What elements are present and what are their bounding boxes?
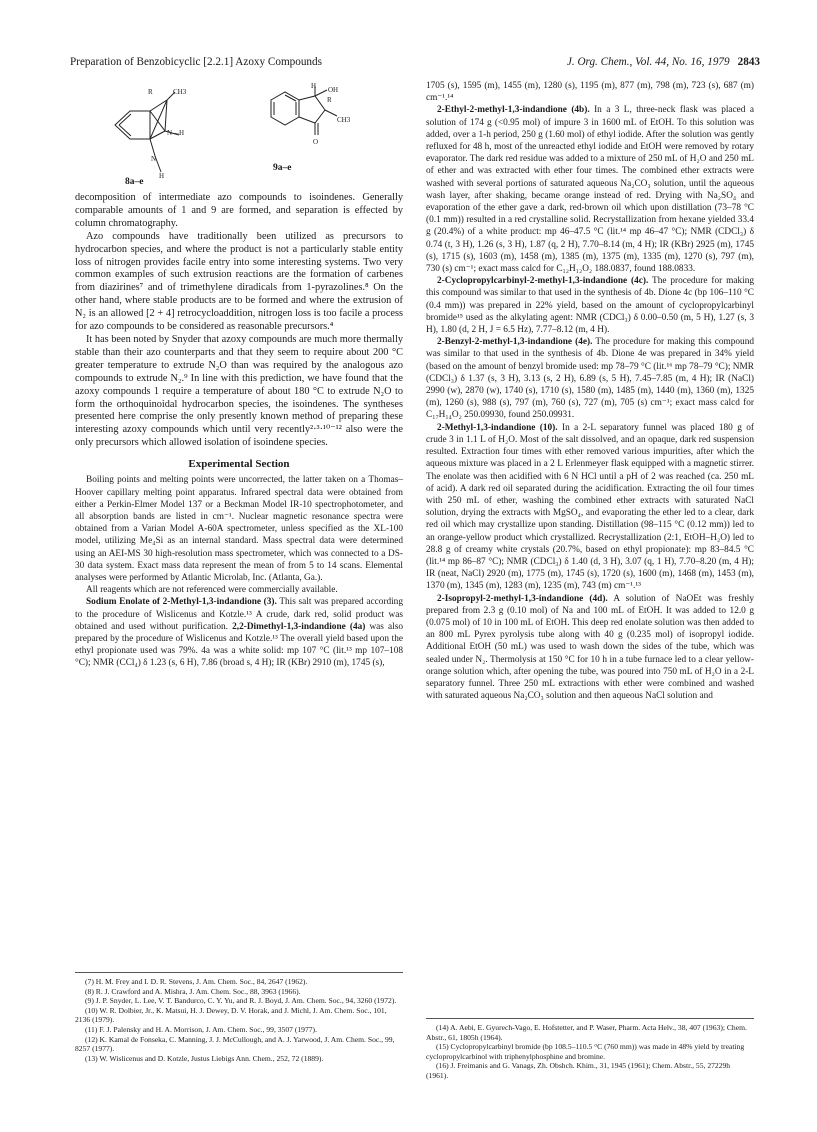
compound-heading: 2-Isopropyl-2-methyl-1,3-indandione (4d). <box>437 593 608 604</box>
right-column <box>426 80 754 702</box>
procedure-paragraph <box>426 336 754 421</box>
footnote: (12) K. Kamal de Fonseka, C. Manning, J. J. McCullough, and A. J. Yarwood, J. Am. Chem. Soc., 99, 8257 (1977). <box>75 1034 395 1054</box>
compound-heading: 2,2-Dimethyl-1,3-indandione (4a) <box>232 621 366 632</box>
footnote: (7) H. M. Frey and I. D. R. Stevens, J. Am. Chem. Soc., 84, 2647 (1962). <box>85 977 308 986</box>
section-heading: Experimental Section <box>188 458 290 471</box>
compound-heading: 2-Methyl-1,3-indandione (10). <box>437 422 558 433</box>
paragraph-text: In a 3 L, three-neck flask was placed a solution of 174 g (<0.95 mol) of impure 3 in 1600 mL of EtOH. To this solution was added, over a 1-h period, 250 g (1.60 mol) of ethyl iodide. After the solution was gently refluxed for 48 h, most of the unreacted ethyl iodide and EtOH were removed by rotary evaporator. The dark red residue was added to a mixture of 250 mL of H₂O and 250 mL of ether and was extracted with ether four times. The combined ether extracts were washed with several portions of saturated aqueous Na₂CO₃ solution, until the aqueous wash layer, after shaking, became orange instead of red. Drying with Na₂SO₄ and evaporation of the ether gave a dark, red-brown oil which upon distillation (73–78 °C (0.1 mm)) resulted in a red crystalline solid. Recrystallization from hexane yielded 33.4 g (20.4%) of a white product: mp 46–47.5 °C (lit.¹⁴ mp 46–47 °C); NMR (CDCl₃) δ 0.74 (t, 3 H), 1.26 (s, 3 H), 1.87 (q, 2 H), 7.70–8.14 (m, 4 H); IR (KBr) 2925 (m), 1745 (s), 1715 (s), 1603 (m), 1458 (m), 1385 (m), 1375 (m), 1335 (m), 1270 (s), 797 (m), 730 (s) cm⁻¹; exact mass calcd for C₁₂H₁₂O₂ 188.0837, found 188.0833. <box>426 105 754 275</box>
left-column <box>75 80 403 670</box>
paragraph: All reagents which are not referenced were commercially available. <box>86 585 338 596</box>
paragraph-text: was also prepared by the procedure of Wislicenus and Kotzle.¹³ The overall yield based upon the ethyl propionate used was 79%. 4a was a white solid: mp 107 °C (lit.¹³ mp 107–108 °C); NMR (CCl₄) δ 1.23 (s, 6 H), 7.86 (broad s, 4 H); IR (KBr) 2910 (m), 1745 (s), <box>75 621 403 669</box>
procedure-paragraph <box>426 104 754 275</box>
paragraph-text: The procedure for making this compound was similar to that used in the synthesis of 4b. Dione 4c (bp 106–110 °C (0.4 mm)) was prepared in 22% yield, based on the amount of cyclopropylcarbinyl bromide¹⁵ used as the alkylating agent: NMR (CDCl₃) δ 0.00–0.50 (m, 5 H), 1.27 (s, 3 H), 1.80 (d, 2 H, J = 6.5 Hz), 7.77–8.12 (m, 4 H). <box>426 276 754 336</box>
footnote: (16) J. Freimanis and G. Vanags, Zh. Obshch. Khim., 31, 1945 (1961); Chem. Abstr., 55, 27229h (1961). <box>426 1061 731 1080</box>
paragraph: Azo compounds have traditionally been utilized as precursors to hydrocarbon species, and where the product is not a particularly stable entity loss of nitrogen provides facile entry into some interesting systems. Two very common examples of such extrusion reactions are the formation of carbenes from diazirines⁷ and of trimethylene diradicals from 1-pyrazolines.⁸ On the other hand, where stable products are to be formed and where the extrusion of N₂ is an allowed [2 + 4] retrocycloaddition, nitrogen loss is too facile a process for azo compounds to be considered as reasonable precursors.⁴ <box>75 230 403 333</box>
structure-9-benzene <box>271 92 299 125</box>
s9-r-label: R <box>327 96 332 104</box>
structure-8-label: 8a–e <box>125 177 144 187</box>
s9-oh-label: OH <box>328 86 339 94</box>
procedure-paragraph <box>426 593 754 703</box>
s9-o-label: O <box>313 138 319 146</box>
footnote: (14) A. Aebi, E. Gyurech-Vago, E. Hofstetter, and P. Waser, Pharm. Acta Helv., 38, 407 (1963); Chem. Abstr., 61, 1805h (1964). <box>426 1023 747 1042</box>
running-header <box>70 56 760 74</box>
s8-h-label: H <box>159 172 165 180</box>
structure-9-label: 9a–e <box>273 163 292 173</box>
s8-r-label: R <box>148 88 153 96</box>
footnote-rule <box>75 972 403 973</box>
journal-citation <box>567 56 760 68</box>
paragraph: It has been noted by Snyder that azoxy compounds are much more thermally stable than their azo counterparts and that they seem to require about 200 °C greater temperature to extrude N₂O than was required by the analogous azo compounds to extrude N₂.⁹ In line with this prediction, we have found that the azoxy compounds 1 require a temperature of about 180 °C to extrude N₂O to form the orthoquinoidal hydrocarbon species, the isoindenes. The syntheses presented here comprise the only presently known method of preparing these interesting azoxy compounds which until very recently²·³·¹⁰⁻¹² also were the only precursors which allowed isolation of isoindene species. <box>75 333 403 449</box>
footnotes-left <box>75 972 403 1063</box>
footnote: (13) W. Wislicenus and D. Kotzle, Justus Liebigs Ann. Chem., 252, 72 (1889). <box>85 1053 324 1063</box>
footnote: (11) F. J. Palensky and H. A. Morrison, J. Am. Chem. Soc., 99, 3507 (1977). <box>85 1024 317 1034</box>
footnotes-right <box>426 1018 754 1081</box>
s8-n-label: N <box>151 155 157 163</box>
paragraph-text: The procedure for making this compound was similar to that used in the synthesis of 4b. Dione 4e was prepared in 34% yield (based on the amount of benzyl bromide used: mp 78–79 °C (lit.¹⁶ mp 78–79 °C); NMR (CDCl₃) δ 1.37 (s, 3 H), 3.13 (s, 2 H), 6.89 (s, 5 H), 7.45–7.85 (m, 4 H); IR (NaCl) 2990 (w), 2870 (w), 1740 (s), 1710 (s), 1580 (m), 1485 (m), 1440 (m), 1360 (m), 1325 (m), 1260 (s), 988 (s), 797 (m), 760 (s), 727 (m), 705 (s) cm⁻¹; exact mass calcd for C₁₇H₁₄O₂ 250.09930, found 250.09931. <box>426 337 754 421</box>
procedure-paragraph <box>75 596 403 669</box>
paragraph: 1705 (s), 1595 (m), 1455 (m), 1280 (s), 1195 (m), 877 (m), 798 (m), 723 (s), 687 (m) cm⁻¹.¹⁴ <box>426 81 754 104</box>
running-title: Preparation of Benzobicyclic [2.2.1] Azoxy Compounds <box>70 56 322 68</box>
footnote: (15) Cyclopropylcarbinyl bromide (bp 108.5–110.5 °C (760 mm)) was made in 48% yield by treating cyclopropylcarbinol with triphenylphosphine and bromine. <box>426 1042 745 1061</box>
s9-h-label: H <box>311 82 317 90</box>
compound-heading: 2-Cyclopropylcarbinyl-2-methyl-1,3-indandione (4c). <box>437 276 649 287</box>
footnote: (8) R. J. Crawford and A. Mishra, J. Am. Chem. Soc., 88, 3963 (1966). <box>85 986 301 996</box>
footnote-rule <box>426 1018 754 1019</box>
s8-ch3-label: CH3 <box>173 88 187 96</box>
compound-heading: Sodium Enolate of 2-Methyl-1,3-indandione (3). <box>86 597 277 608</box>
procedure-paragraph <box>426 422 754 593</box>
paragraph-text: In a 2-L separatory funnel was placed 180 g of crude 3 in 1.1 L of H₂O. Most of the salt dissolved, and an opaque, dark red suspension resulted. Extraction four times with ether removed various impurities, after which the aqueous mixture was placed in a 2 L Erlenmeyer flask equipped with a magnetic stirrer. The enolate was then acidified with 6 N HCl until a pH of 2 was reached (ca. 250 mL of acid). A dark red oil separated during the acidification. Extracting the oil four times with 250 mL of ether, washing the combined ether extracts with saturated NaCl solution, drying the extracts with MgSO₄, and evaporating the ether led to a clear, dark red oil which may crystallize upon standing. Distillation (98–115 °C (0.12 mm)) led to an orange-yellow product which crystallized. Recrystallization (2:1, EtOH–H₂O) led to 28.8 g of creamy white crystals (20.7%, based on ethyl propionate): mp 83–84.5 °C (lit.¹⁴ mp 86–87 °C); NMR (CDCl₃) δ 1.40 (d, 3 H), 3.07 (q, 1 H), 7.70–8.20 (m, 4 H); IR (neat, NaCl) 2920 (m), 1775 (m), 1745 (s), 1720 (s), 1600 (m), 1468 (m), 1453 (m), 1370 (m), 1345 (m), 1283 (m), 1235 (m), 743 (m) cm⁻¹.¹³ <box>426 422 754 592</box>
s9-ch3-label: CH3 <box>337 116 351 124</box>
paragraph: decomposition of intermediate azo compounds to isoindenes. Generally comparable amounts of 1 and 9 are formed, and separation is effected by column chromatography. <box>75 192 403 229</box>
footnote: (10) W. R. Dolbier, Jr., K. Matsui, H. J. Dewey, D. V. Horak, and J. Michl, J. Am. Chem. Soc., 101, 2136 (1979). <box>75 1005 387 1025</box>
page-number: 2843 <box>737 56 760 68</box>
paragraph-text: This salt was prepared according to the procedure of Wislicenus and Kotzle.¹³ A crude, dark red, solid product was obtained and used without purification. <box>75 597 403 632</box>
journal-name: J. Org. Chem., Vol. 44, No. 16, 1979 <box>566 56 730 68</box>
procedure-paragraph <box>426 275 754 336</box>
structure-8-ring <box>115 111 150 139</box>
paragraph-text: A solution of NaOEt was freshly prepared from 2.3 g (0.10 mol) of Na and 100 mL of EtOH. It was added to 12.0 g (0.075 mol) of 10 in 100 mL of EtOH. This deep red enolate solution was then added to an 800 mL Pyrex pyrolysis tube along with 40 g (0.235 mol) of isopropyl iodide. Additional EtOH (50 mL) was used to wash down the sides of the tube, which was sealed under N₂. Thermolysis at 150 °C for 10 h in a tube furnace led to a clear yellow-orange solution which, after opening the tube, was poured into 750 mL of H₂O in a 2-L separatory funnel. Three 250 mL extractions with ether were combined and washed with saturated aqueous Na₂CO₃ solution and then aqueous NaCl solution and <box>426 593 754 702</box>
intro-text <box>75 192 403 450</box>
footnote: (9) J. P. Snyder, L. Lee, V. T. Bandurco, C. Y. Yu, and R. J. Boyd, J. Am. Chem. Soc., 94, 3260 (1972). <box>85 996 397 1006</box>
compound-heading: 2-Benzyl-2-methyl-1,3-indandione (4e). <box>437 337 593 348</box>
structure-9-cyclopentane <box>299 96 325 123</box>
compound-heading: 2-Ethyl-2-methyl-1,3-indandione (4b). <box>437 105 590 116</box>
structures-figure <box>75 80 403 192</box>
s8-nh-label: N—H <box>167 129 185 137</box>
paragraph: Boiling points and melting points were uncorrected, the latter taken on a Thomas–Hoover capillary melting point apparatus. Infrared spectral data were obtained from either a Perkin-Elmer Model 137 or a Beckman Model IR-10 spectrophotometer, and all absorption bands are listed in cm⁻¹. Nuclear magnetic resonance spectra were obtained from a Varian Model A-60A spectrometer, unless specified as the XL-100 model, utilizing Me₄Si as an internal standard. Mass spectral data were determined using an AEI-MS 30 high-resolution mass spectrometer, which was connected to a DS-30 data system. Exact mass data represent the mean of from 5 to 14 scans. Elemental analyses were performed by Atlantic Microlab, Inc. (Atlanta, Ga.). <box>75 475 403 583</box>
